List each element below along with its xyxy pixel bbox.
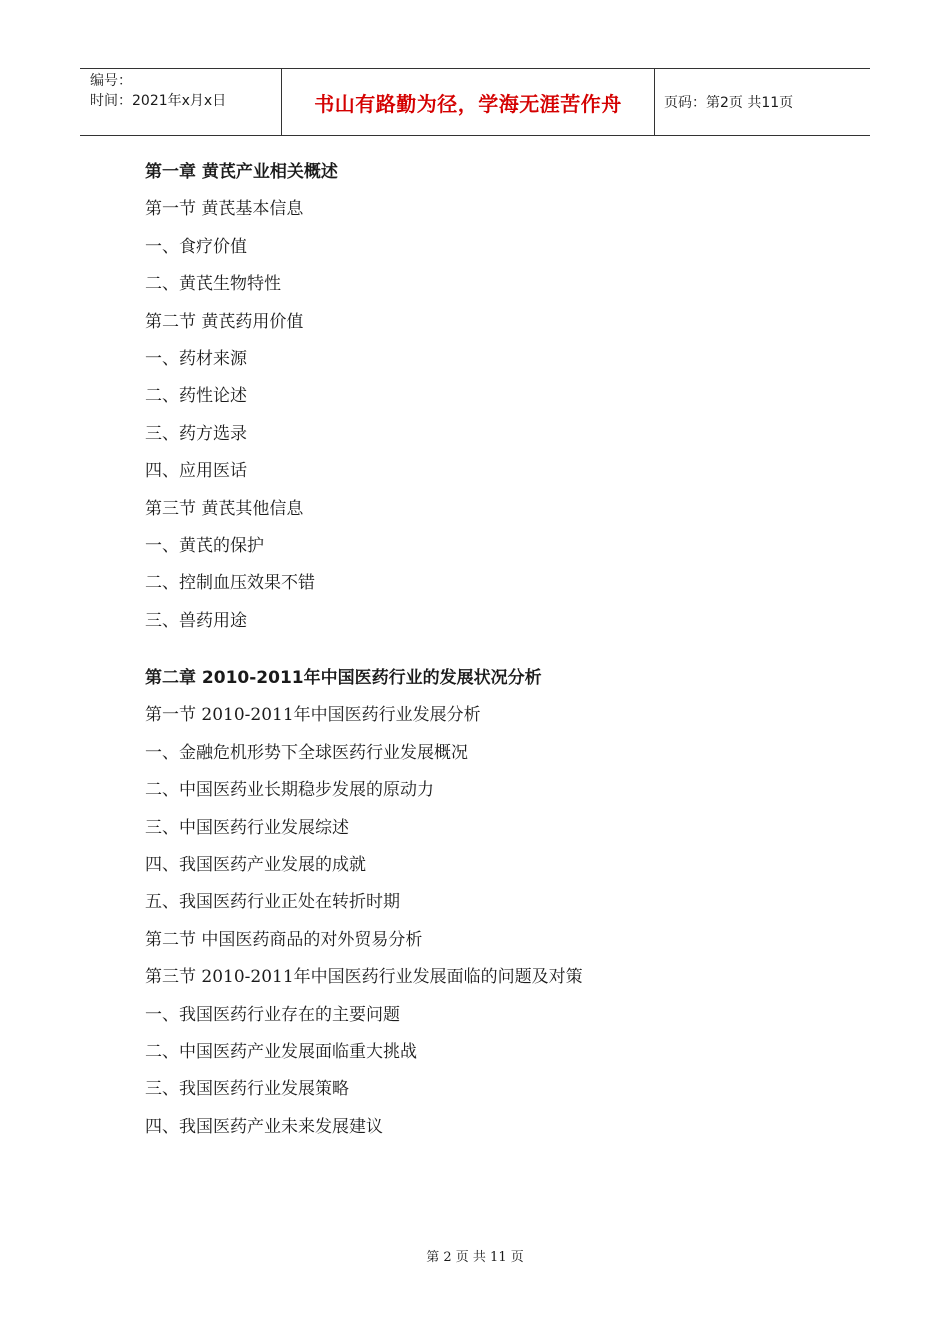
toc-item: 三、我国医药行业发展策略	[145, 1079, 349, 1100]
header-motto: 书山有路勤为径，学海无涯苦作舟	[282, 69, 655, 135]
toc-item: 四、应用医话	[145, 461, 247, 482]
toc-item: 第二节 中国医药商品的对外贸易分析	[145, 929, 423, 950]
toc-item: 二、控制血压效果不错	[145, 573, 315, 594]
toc-item: 二、中国医药业长期稳步发展的原动力	[145, 780, 434, 801]
toc-item: 三、中国医药行业发展综述	[145, 817, 349, 838]
toc-item: 一、黄芪的保护	[145, 535, 264, 556]
page-footer: 第 2 页 共 11 页	[426, 1250, 524, 1265]
chapter-title: 第二章 2010-2011年中国医药行业的发展状况分析	[145, 668, 542, 689]
time-label: 时间：2021年x月x日	[90, 93, 227, 109]
toc-item: 一、食疗价值	[145, 236, 247, 257]
chapter-title: 第一章 黄芪产业相关概述	[145, 162, 338, 182]
page-header	[80, 68, 870, 136]
toc-item: 四、我国医药产业未来发展建议	[145, 1116, 383, 1137]
toc-item: 二、黄芪生物特性	[145, 274, 281, 295]
toc-item: 一、金融危机形势下全球医药行业发展概况	[145, 742, 468, 763]
toc-item: 第三节 黄芪其他信息	[145, 498, 304, 519]
toc-item: 二、药性论述	[145, 386, 247, 407]
toc-item: 第一节 黄芪基本信息	[145, 199, 304, 220]
header-info	[80, 69, 282, 135]
header-page-info: 页码：第2页 共11页	[664, 95, 794, 111]
toc-item: 三、药方选录	[145, 423, 247, 444]
toc-item: 一、我国医药行业存在的主要问题	[145, 1004, 400, 1025]
toc-item: 第二节 黄芪药用价值	[145, 311, 304, 332]
toc-item: 第三节 2010-2011年中国医药行业发展面临的问题及对策	[145, 967, 583, 988]
toc-item: 一、药材来源	[145, 348, 247, 369]
toc-item: 四、我国医药产业发展的成就	[145, 855, 366, 876]
toc-item: 第一节 2010-2011年中国医药行业发展分析	[145, 705, 481, 726]
toc-item: 二、中国医药产业发展面临重大挑战	[145, 1041, 417, 1062]
code-label: 编号：	[90, 73, 132, 89]
toc-item: 三、兽药用途	[145, 610, 247, 631]
table-of-contents	[145, 154, 865, 1146]
toc-item: 五、我国医药行业正处在转折时期	[145, 892, 400, 913]
section-gap	[145, 640, 865, 660]
